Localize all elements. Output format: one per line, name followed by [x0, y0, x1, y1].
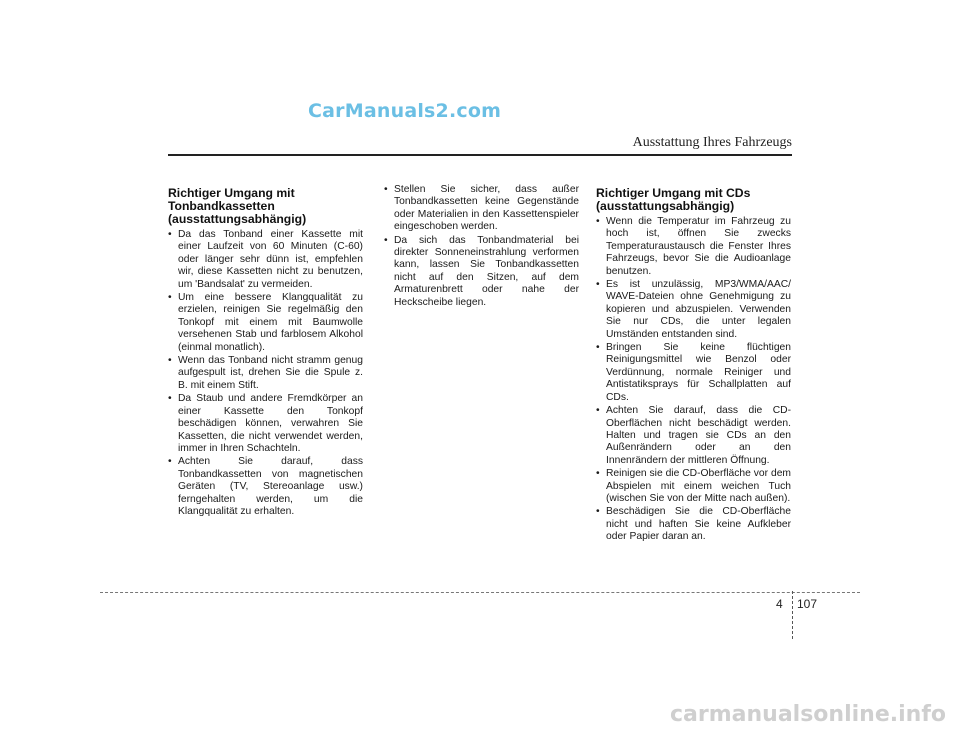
bullet-icon: • — [168, 292, 172, 304]
list-item: • Es ist unzulässig, MP3/WMA/AAC/ WAVE-Dateien ohne Genehmigung zu kopieren und abzuspielen. Verwenden Sie nur CDs, die unter legalen Umständen entstanden sind. — [596, 279, 791, 340]
header-rule — [168, 154, 792, 156]
column-cassettes — [168, 187, 363, 519]
bullet-icon: • — [168, 393, 172, 405]
list-item: • Bringen Sie keine flüchtigen Reinigungsmittel wie Benzol oder Verdünnung, normale Reiniger und Antistatiksprays für Schallplatten auf CDs. — [596, 342, 791, 403]
watermark-bottom: carmanualsonline.info — [670, 702, 946, 727]
bullet-icon: • — [596, 342, 600, 354]
bullet-icon: • — [168, 355, 172, 367]
bullet-icon: • — [168, 229, 172, 240]
column-cassettes-continued — [384, 184, 579, 310]
list-item: • Da Staub und andere Fremdkörper an einer Kassette den Tonkopf beschädigen können, verwahren Sie Kassetten, die nicht verwendet werden, immer in Ihren Schachteln. — [168, 393, 363, 454]
list-item: • Wenn die Temperatur im Fahrzeug zu hoch ist, öffnen Sie zwecks Temperaturaustausch die Fenster Ihres Fahrzeugs, bevor Sie die Audioanlage benutzen. — [596, 216, 791, 277]
cd-section-title: Richtiger Umgang mit CDs (ausstattungsabhängig) — [596, 186, 751, 213]
page-divider — [792, 591, 793, 639]
bullet-icon: • — [596, 216, 600, 227]
bullet-icon: • — [596, 468, 600, 480]
list-item: • Stellen Sie sicher, dass außer Tonbandkassetten keine Gegenstände oder Materialien in den Kassettenspieler eingeschoben werden. — [384, 184, 579, 233]
list-item: • Um eine bessere Klangqualität zu erzielen, reinigen Sie regelmäßig den Tonkopf mit einem mit Baumwolle versehenen Stab und farblosem Alkohol (einmal monatlich). — [168, 292, 363, 353]
section-header: Ausstattung Ihres Fahrzeugs — [632, 135, 792, 150]
bullet-icon: • — [384, 234, 388, 246]
bullet-icon: • — [596, 506, 600, 518]
column-cds — [596, 187, 791, 545]
watermark-logo-top: CarManuals2.com — [308, 100, 502, 122]
chapter-number: 4 — [776, 597, 783, 611]
bullet-icon: • — [596, 279, 600, 291]
bullet-icon: • — [596, 405, 600, 417]
list-item: • Reinigen sie die CD-Oberfläche vor dem Abspielen mit einem weichen Tuch (wischen Sie von der Mitte nach außen). — [596, 468, 791, 504]
list-item: • Beschädigen Sie die CD-Oberfläche nicht und haften Sie keine Aufkleber oder Papier daran an. — [596, 506, 791, 543]
page-number: 107 — [797, 597, 818, 611]
footer-rule — [100, 592, 860, 593]
cassette-section-title: Richtiger Umgang mit Tonbandkassetten (ausstattungsabhängig) — [168, 186, 307, 226]
list-item: • Achten Sie darauf, dass die CD-Oberflächen nicht beschädigt werden. Halten und tragen sie CDs an den Außenrändern oder an den Innenrändern der mittleren Öffnung. — [596, 405, 791, 466]
list-item: • Achten Sie darauf, dass Tonbandkassetten von magnetischen Geräten (TV, Stereoanlage usw.) ferngehalten werden, um die Klangqualität zu erhalten. — [168, 456, 363, 517]
list-item: • Da sich das Tonbandmaterial bei direkter Sonneneinstrahlung verformen kann, lassen Sie Tonbandkassetten nicht auf den Sitzen, auf dem Armaturenbrett oder nahe der Heckscheibe liegen. — [384, 234, 579, 308]
bullet-icon: • — [168, 456, 172, 468]
bullet-icon: • — [384, 184, 388, 195]
list-item: • Da das Tonband einer Kassette mit einer Laufzeit von 60 Minuten (C-60) oder länger sehr dünn ist, empfehlen wir, diese Kassetten nicht zu benutzen, um 'Bandsalat' zu vermeiden. — [168, 229, 363, 290]
list-item: • Wenn das Tonband nicht stramm genug aufgespult ist, drehen Sie die Spule z. B. mit einem Stift. — [168, 355, 363, 391]
